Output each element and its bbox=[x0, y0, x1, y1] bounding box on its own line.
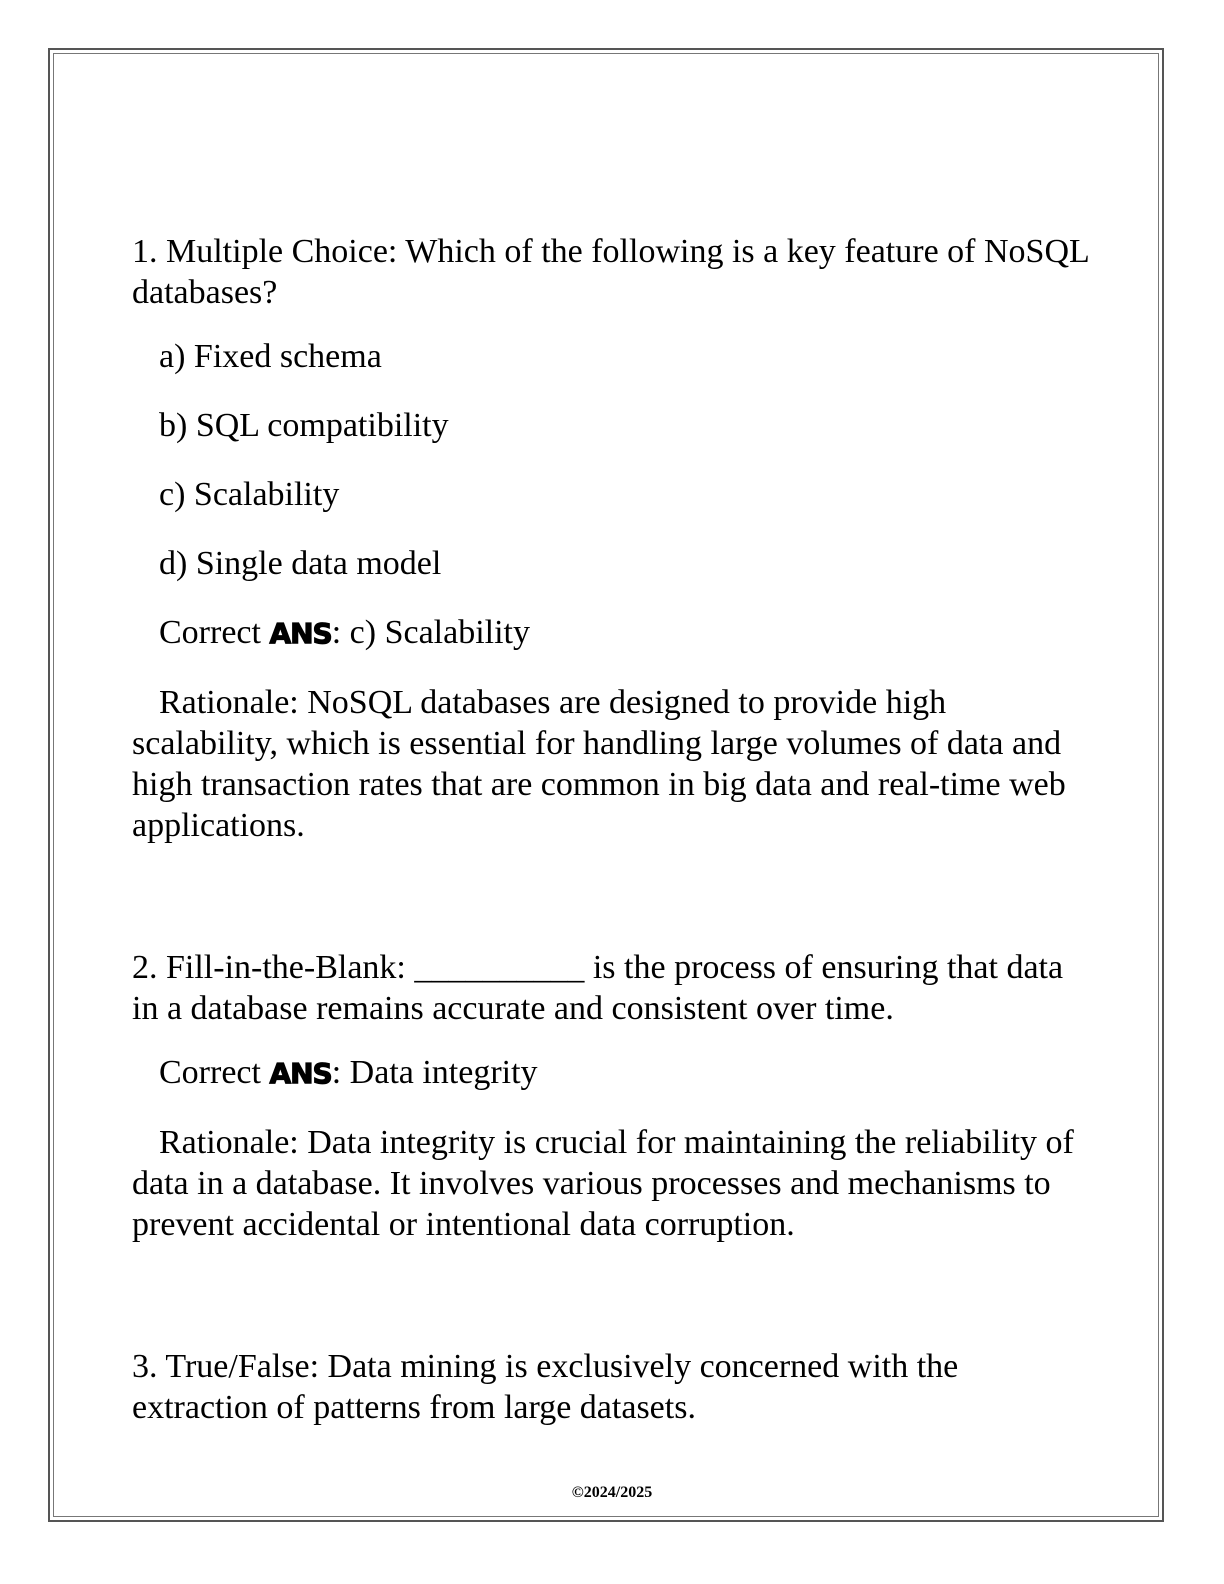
question-1-answer bbox=[132, 612, 1092, 654]
question-2-answer bbox=[132, 1052, 1092, 1094]
spacer bbox=[132, 846, 1092, 947]
question-2-rationale-text: Rationale: Data integrity is crucial for maintaining the reliability of data in a database. It involves various processes and mechanisms to prevent accidental or intentional data corruption. bbox=[132, 1124, 1074, 1243]
answer-value: : c) Scalability bbox=[331, 614, 531, 651]
question-1-rationale bbox=[132, 682, 1092, 846]
answer-label: ANS bbox=[269, 617, 332, 650]
question-1-option-b: b) SQL compatibility bbox=[159, 407, 449, 444]
question-3 bbox=[132, 1346, 1092, 1428]
answer-prefix: Correct bbox=[159, 614, 270, 651]
answer-prefix: Correct bbox=[159, 1054, 270, 1091]
question-1-option-d: d) Single data model bbox=[159, 545, 442, 582]
question-2-rationale bbox=[132, 1122, 1092, 1245]
spacer bbox=[132, 1245, 1092, 1346]
question-1-option-a: a) Fixed schema bbox=[159, 338, 382, 375]
copyright-footer: ©2024/2025 bbox=[571, 1484, 653, 1501]
question-2 bbox=[132, 947, 1092, 1245]
question-1-text: 1. Multiple Choice: Which of the following is a key feature of NoSQL databases? bbox=[132, 233, 1089, 311]
question-3-text: 3. True/False: Data mining is exclusively concerned with the extraction of patterns from large datasets. bbox=[132, 1348, 959, 1426]
question-2-text: 2. Fill-in-the-Blank: __________ is the process of ensuring that data in a database remains accurate and consistent over time. bbox=[132, 949, 1064, 1027]
question-1-option-c: c) Scalability bbox=[159, 476, 340, 513]
question-1-rationale-text: Rationale: NoSQL databases are designed to provide high scalability, which is essential for handling large volumes of data and high transaction rates that are common in big data and real-time web applications. bbox=[132, 684, 1066, 844]
document-body bbox=[132, 231, 1092, 1428]
answer-label: ANS bbox=[269, 1057, 332, 1090]
question-1 bbox=[132, 231, 1092, 846]
answer-value: : Data integrity bbox=[331, 1054, 538, 1091]
